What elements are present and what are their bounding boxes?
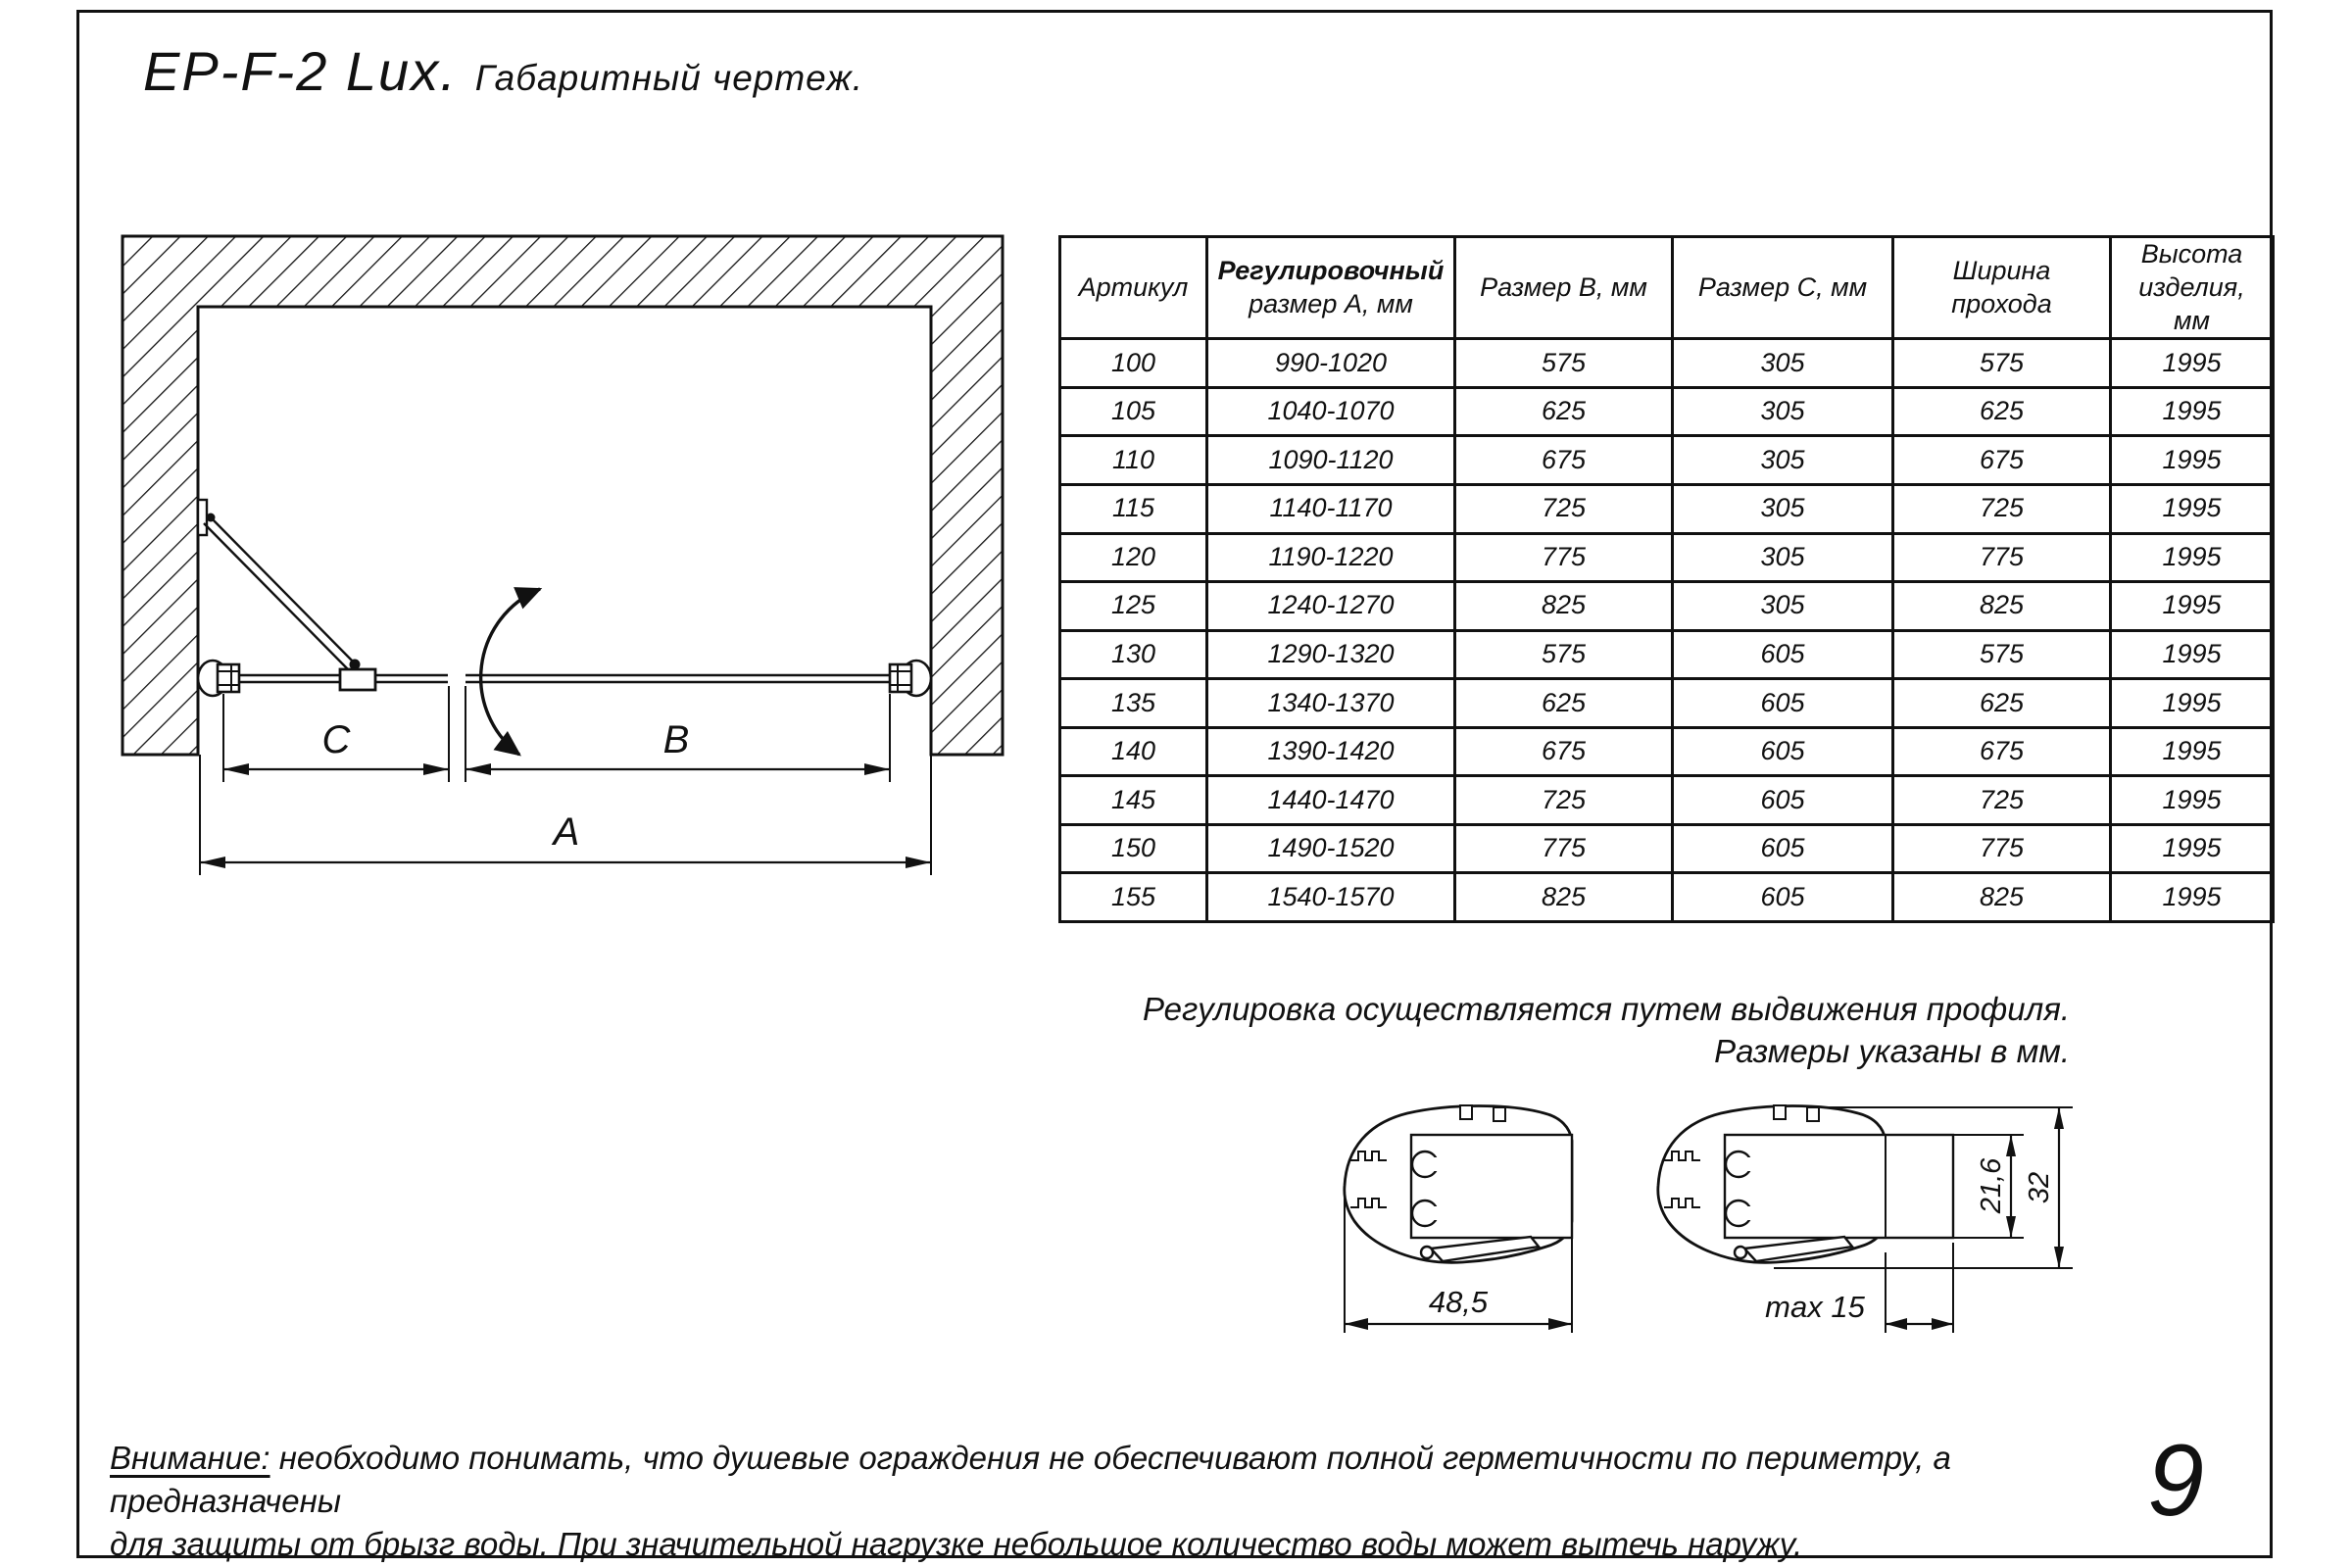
table-cell: 1240-1270 — [1207, 582, 1455, 631]
table-cell: 1995 — [2111, 679, 2274, 728]
table-cell: 1995 — [2111, 873, 2274, 922]
table-cell: 575 — [1455, 339, 1673, 388]
size-table-body — [1060, 339, 2274, 922]
table-cell: 155 — [1060, 873, 1207, 922]
right-wall-profile — [890, 661, 931, 696]
table-row — [1060, 679, 2274, 728]
table-cell: 125 — [1060, 582, 1207, 631]
table-cell: 1390-1420 — [1207, 727, 1455, 776]
profile-section-closed — [1345, 1105, 1572, 1333]
table-cell: 1995 — [2111, 484, 2274, 533]
warning-label: Внимание: — [110, 1440, 270, 1476]
table-cell: 675 — [1893, 727, 2111, 776]
table-cell: 575 — [1455, 630, 1673, 679]
dimension-b — [466, 718, 890, 775]
size-table-header — [1060, 237, 2274, 339]
table-cell: 575 — [1893, 630, 2111, 679]
warning-note — [110, 1437, 2099, 1566]
adjustment-note-line1: Регулировка осуществляется путем выдвижения профиля. — [1142, 991, 2070, 1027]
dim-label-b: B — [662, 718, 690, 761]
table-cell: 1995 — [2111, 436, 2274, 485]
table-cell: 625 — [1455, 387, 1673, 436]
support-brace — [198, 500, 361, 670]
table-cell: 1995 — [2111, 824, 2274, 873]
profile-section-extended — [1658, 1105, 2073, 1333]
table-cell: 130 — [1060, 630, 1207, 679]
table-cell: 305 — [1673, 339, 1893, 388]
warning-text1: необходимо понимать, что душевые ограждения не обеспечивают полной герметичности по периметру, а предназначены — [110, 1440, 1951, 1519]
table-cell: 1995 — [2111, 387, 2274, 436]
adjustment-note-line2: Размеры указаны в мм. — [1714, 1033, 2070, 1069]
table-row — [1060, 436, 2274, 485]
table-cell: 1040-1070 — [1207, 387, 1455, 436]
profile-sections-drawing — [1313, 1076, 2097, 1370]
table-cell: 825 — [1455, 582, 1673, 631]
table-cell: 1140-1170 — [1207, 484, 1455, 533]
table-cell: 605 — [1673, 679, 1893, 728]
table-row — [1060, 824, 2274, 873]
table-cell: 605 — [1673, 873, 1893, 922]
table-cell: 1540-1570 — [1207, 873, 1455, 922]
table-row — [1060, 630, 2274, 679]
table-cell: 775 — [1455, 533, 1673, 582]
table-cell: 725 — [1455, 484, 1673, 533]
glass-clamp — [340, 669, 375, 690]
table-cell: 1090-1120 — [1207, 436, 1455, 485]
table-cell: 725 — [1893, 776, 2111, 825]
col-header-size-b: Размер В, мм — [1455, 237, 1673, 339]
table-cell: 775 — [1893, 533, 2111, 582]
table-cell: 1490-1520 — [1207, 824, 1455, 873]
table-cell: 775 — [1455, 824, 1673, 873]
dim-label-21-6: 21,6 — [1976, 1157, 2007, 1214]
table-cell: 305 — [1673, 436, 1893, 485]
table-cell: 110 — [1060, 436, 1207, 485]
table-cell: 100 — [1060, 339, 1207, 388]
col-header-size-c: Размер С, мм — [1673, 237, 1893, 339]
table-cell: 605 — [1673, 776, 1893, 825]
table-row — [1060, 776, 2274, 825]
table-row — [1060, 387, 2274, 436]
table-cell: 675 — [1455, 436, 1673, 485]
table-row — [1060, 727, 2274, 776]
adjustment-note — [1143, 988, 2070, 1072]
table-cell: 305 — [1673, 387, 1893, 436]
table-row — [1060, 582, 2274, 631]
table-cell: 115 — [1060, 484, 1207, 533]
dimension-c — [223, 718, 449, 775]
table-cell: 675 — [1893, 436, 2111, 485]
table-cell: 605 — [1673, 727, 1893, 776]
table-row — [1060, 533, 2274, 582]
table-cell: 625 — [1455, 679, 1673, 728]
drawing-caption: Габаритный чертеж. — [474, 58, 864, 98]
table-cell: 775 — [1893, 824, 2111, 873]
dim-label-c: C — [321, 718, 351, 761]
warning-line1 — [110, 1437, 2099, 1523]
table-cell: 150 — [1060, 824, 1207, 873]
table-cell: 145 — [1060, 776, 1207, 825]
product-title: EP-F-2 Lux. — [143, 40, 458, 102]
door-glass-panel — [466, 675, 892, 682]
col-header-artikul: Артикул — [1060, 237, 1207, 339]
table-cell: 305 — [1673, 533, 1893, 582]
table-cell: 725 — [1455, 776, 1673, 825]
dimensional-drawing — [0, 147, 1058, 941]
table-cell: 605 — [1673, 630, 1893, 679]
size-table — [1058, 235, 2275, 923]
table-cell: 825 — [1455, 873, 1673, 922]
table-cell: 305 — [1673, 484, 1893, 533]
table-cell: 105 — [1060, 387, 1207, 436]
table-cell: 990-1020 — [1207, 339, 1455, 388]
col-header-passage-width: Ширина прохода — [1893, 237, 2111, 339]
door-swing-arc — [481, 589, 540, 755]
dim-label-max15: max 15 — [1765, 1290, 1865, 1324]
table-row — [1060, 873, 2274, 922]
dimension-a — [200, 810, 931, 868]
table-cell: 1440-1470 — [1207, 776, 1455, 825]
table-cell: 1995 — [2111, 630, 2274, 679]
dim-label-a: A — [553, 810, 580, 854]
table-cell: 1995 — [2111, 776, 2274, 825]
table-cell: 605 — [1673, 824, 1893, 873]
table-cell: 1995 — [2111, 727, 2274, 776]
page-title — [143, 39, 863, 103]
table-cell: 140 — [1060, 727, 1207, 776]
left-wall-profile — [198, 661, 239, 696]
table-cell: 1995 — [2111, 582, 2274, 631]
dim-label-32: 32 — [2024, 1171, 2055, 1204]
table-cell: 305 — [1673, 582, 1893, 631]
table-row — [1060, 339, 2274, 388]
warning-line2: для защиты от брызг воды. При значительной нагрузке небольшое количество воды может вытечь наружу. — [110, 1526, 1803, 1562]
col-header-product-height: Высота изделия, мм — [2111, 237, 2274, 339]
col-header-size-a: Регулировочный размер А, мм — [1207, 237, 1455, 339]
table-cell: 1995 — [2111, 339, 2274, 388]
table-cell: 1340-1370 — [1207, 679, 1455, 728]
table-cell: 1190-1220 — [1207, 533, 1455, 582]
table-cell: 135 — [1060, 679, 1207, 728]
fixed-glass-panel — [223, 675, 448, 682]
page-number: 9 — [2147, 1424, 2204, 1538]
table-cell: 825 — [1893, 582, 2111, 631]
table-cell: 675 — [1455, 727, 1673, 776]
dim-label-48-5: 48,5 — [1428, 1285, 1489, 1319]
table-cell: 120 — [1060, 533, 1207, 582]
table-cell: 1995 — [2111, 533, 2274, 582]
table-cell: 1290-1320 — [1207, 630, 1455, 679]
wall-hatched — [122, 236, 1003, 755]
table-cell: 725 — [1893, 484, 2111, 533]
table-cell: 575 — [1893, 339, 2111, 388]
table-cell: 625 — [1893, 679, 2111, 728]
table-cell: 825 — [1893, 873, 2111, 922]
table-cell: 625 — [1893, 387, 2111, 436]
table-row — [1060, 484, 2274, 533]
